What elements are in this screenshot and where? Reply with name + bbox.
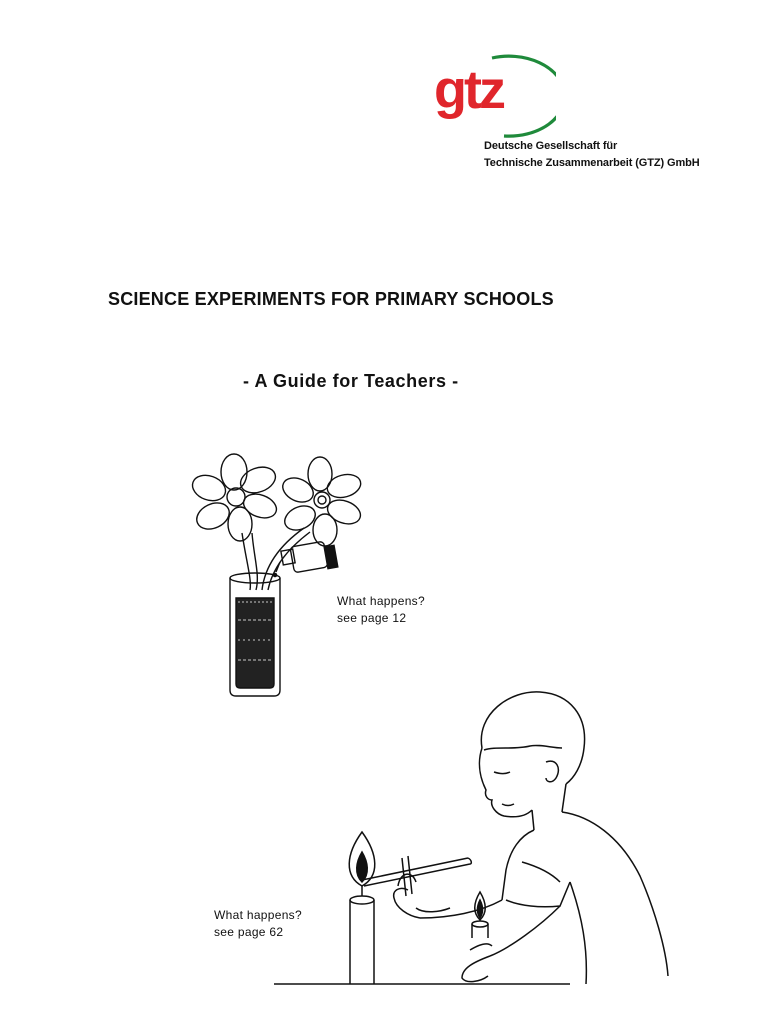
boy-arms [394, 888, 560, 981]
left-flower [189, 454, 280, 541]
gtz-logo-icon [432, 52, 556, 140]
caption-boy-line-1: What happens? [214, 908, 302, 922]
boy-with-candles-icon [270, 686, 690, 994]
glass-vase [230, 573, 280, 696]
document-title: SCIENCE EXPERIMENTS FOR PRIMARY SCHOOLS [108, 289, 554, 309]
caption-boy-line-2: see page 62 [214, 925, 284, 939]
glass-tube [362, 856, 471, 896]
candle-small [472, 892, 488, 938]
candle-large [349, 832, 375, 984]
boy-head [479, 692, 584, 830]
caption-flowers [337, 593, 425, 627]
caption-boy [214, 907, 302, 941]
flowers-in-vase-icon [180, 450, 380, 705]
right-flower [279, 457, 364, 546]
logo-text: gtz [434, 60, 503, 120]
org-name-line-2: Technische Zusammenarbeit (GTZ) GmbH [484, 157, 700, 169]
caption-flowers-line-2: see page 12 [337, 611, 407, 625]
caption-flowers-line-1: What happens? [337, 594, 425, 608]
org-name-line-1: Deutsche Gesellschaft für [484, 140, 618, 152]
document-subtitle: - A Guide for Teachers - [243, 371, 459, 391]
boy-body [502, 812, 668, 984]
